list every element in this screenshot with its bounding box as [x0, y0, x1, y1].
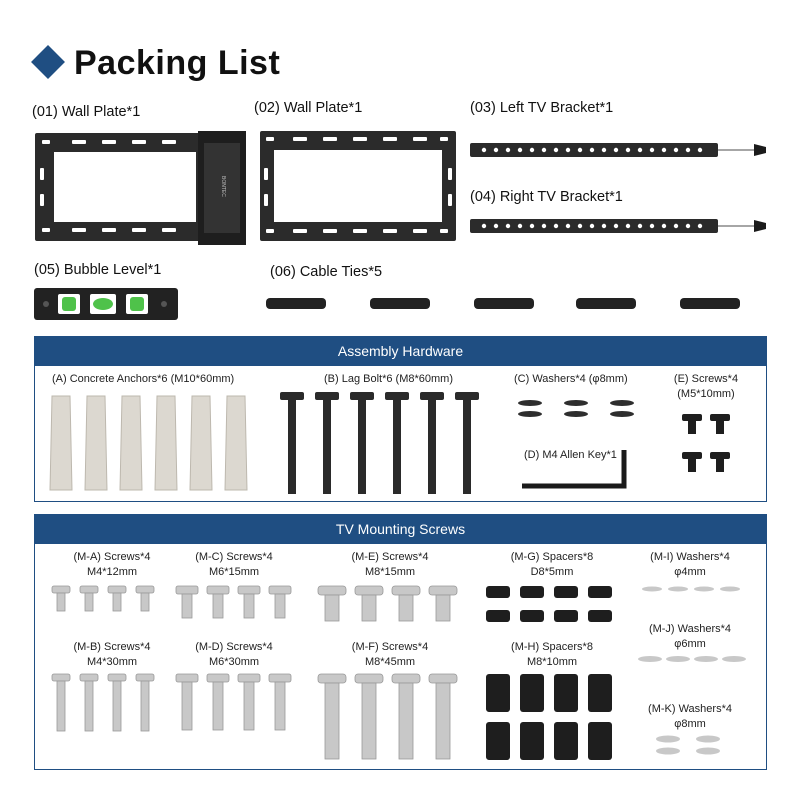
mh-size: M8*10mm	[526, 656, 578, 668]
left-tv-bracket-image	[470, 138, 770, 164]
anchors-label: (A) Concrete Anchors*6 (M10*60mm)	[52, 373, 235, 385]
wall-plate-02-image	[258, 128, 458, 246]
allen-key-label: (D) M4 Allen Key*1	[524, 449, 617, 461]
ma-screws-image	[50, 584, 160, 616]
bubble-level-image	[32, 286, 182, 322]
mh-spacers-image	[484, 672, 616, 764]
mj-washers-image	[636, 654, 750, 664]
mk-label: (M-K) Washers*4	[648, 703, 732, 715]
screws-e-size: (M5*10mm)	[677, 388, 735, 400]
concrete-anchors-image	[46, 390, 256, 498]
me-screws-image	[316, 584, 464, 626]
cable-ties-image	[266, 294, 776, 314]
mi-size: φ4mm	[674, 566, 706, 578]
lag-bolts-image	[276, 388, 486, 500]
part-05-label: (05) Bubble Level*1	[34, 262, 162, 278]
tv-mounting-screws-heading: TV Mounting Screws	[35, 515, 766, 544]
lag-bolt-label: (B) Lag Bolt*6 (M8*60mm)	[324, 373, 453, 385]
mg-size: D8*5mm	[530, 566, 574, 578]
mf-size: M8*45mm	[364, 656, 416, 668]
mk-size: φ8mm	[674, 718, 706, 730]
mj-size: φ6mm	[674, 638, 706, 650]
mc-size: M6*15mm	[208, 566, 260, 578]
screws-e-label: (E) Screws*4	[673, 373, 739, 385]
wall-plate-01-image	[32, 128, 252, 248]
mc-label: (M-C) Screws*4	[195, 551, 273, 563]
washers-c-image	[514, 398, 640, 420]
mb-label: (M-B) Screws*4	[73, 641, 151, 653]
part-03-label: (03) Left TV Bracket*1	[470, 100, 614, 116]
md-label: (M-D) Screws*4	[195, 641, 273, 653]
mj-label: (M-J) Washers*4	[648, 623, 732, 635]
part-02-label: (02) Wall Plate*1	[254, 100, 363, 116]
me-size: M8*15mm	[364, 566, 416, 578]
part-04-label: (04) Right TV Bracket*1	[470, 189, 623, 205]
mg-spacers-image	[484, 584, 616, 626]
title-diamond-icon	[31, 45, 65, 79]
mi-label: (M-I) Washers*4	[650, 551, 730, 563]
ma-size: M4*12mm	[86, 566, 138, 578]
part-06-label: (06) Cable Ties*5	[270, 264, 383, 280]
ma-label: (M-A) Screws*4	[73, 551, 151, 563]
mb-size: M4*30mm	[86, 656, 138, 668]
screws-e-image	[680, 410, 740, 480]
mi-washers-image	[638, 584, 748, 594]
mb-screws-image	[50, 672, 160, 736]
page-title: Packing List	[74, 44, 281, 82]
part-01-label: (01) Wall Plate*1	[32, 104, 141, 120]
md-screws-image	[174, 672, 296, 736]
mf-label: (M-F) Screws*4	[351, 641, 429, 653]
mk-washers-image	[654, 734, 734, 756]
me-label: (M-E) Screws*4	[351, 551, 429, 563]
allen-key-image	[520, 446, 640, 492]
mf-screws-image	[316, 672, 464, 764]
mc-screws-image	[174, 584, 296, 624]
mg-label: (M-G) Spacers*8	[510, 551, 594, 563]
assembly-hardware-heading: Assembly Hardware	[35, 337, 766, 366]
washers-c-label: (C) Washers*4 (φ8mm)	[514, 373, 628, 385]
md-size: M6*30mm	[208, 656, 260, 668]
right-tv-bracket-image	[470, 214, 770, 240]
logo-text-01: BONTEC	[220, 176, 226, 197]
mh-label: (M-H) Spacers*8	[511, 641, 593, 653]
